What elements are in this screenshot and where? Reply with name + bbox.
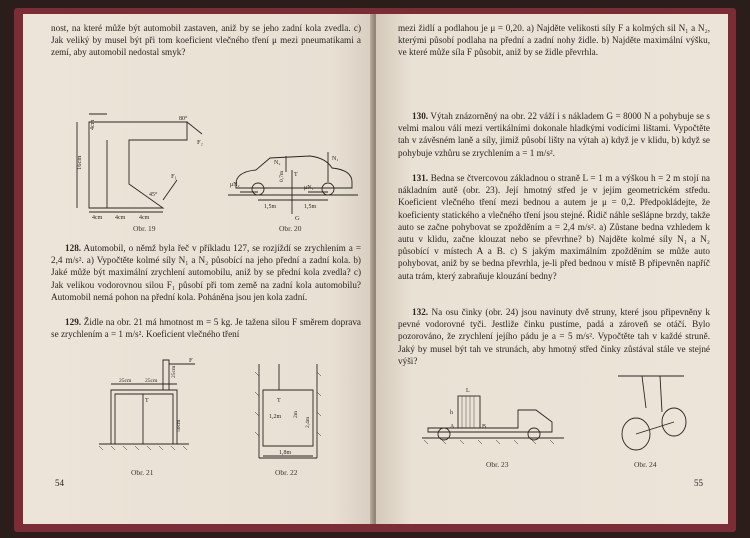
fig20-label-dist1: 1,5m bbox=[264, 204, 277, 210]
fig21-label-w1: 25cm bbox=[119, 378, 132, 384]
figure-20 bbox=[228, 142, 358, 222]
fig19-label-top: 4cm bbox=[90, 119, 96, 130]
right-intro-paragraph: mezi židlí a podlahou je μ = 0,20. a) Najděte velikosti síly F a kolmých sil N₁ a N₂, kterými působí podlaha na přední a zadní nohy židle. b) Najděte maximální výšku, ve které může síla F působit, aniž by se židle převrhla. bbox=[398, 23, 710, 58]
open-book bbox=[14, 8, 736, 532]
fig19-label-base1: 4cm bbox=[92, 215, 103, 221]
figure-19 bbox=[67, 108, 207, 220]
fig22-label-h2: 2m bbox=[293, 410, 299, 418]
problem-128-number: 128. bbox=[65, 243, 82, 253]
fig22-caption: Obr. 22 bbox=[275, 468, 298, 477]
fig20-label-n1: N₁ bbox=[332, 156, 339, 162]
fig21-label-w2: 25cm bbox=[145, 378, 158, 384]
figure-21 bbox=[89, 354, 199, 454]
fig20-label-height: 0,7m bbox=[279, 170, 285, 182]
fig21-caption: Obr. 21 bbox=[131, 468, 154, 477]
fig21-label-h1: 25cm bbox=[171, 365, 177, 378]
fig23-label-l: L bbox=[466, 388, 470, 394]
fig23-label-h: h bbox=[450, 410, 453, 416]
fig20-label-t: T bbox=[294, 172, 298, 178]
fig20-label-dist2: 1,5m bbox=[304, 204, 317, 210]
fig23-label-a: A bbox=[450, 424, 455, 430]
figure-23 bbox=[418, 382, 568, 452]
problem-128 bbox=[51, 242, 361, 303]
figure-24 bbox=[604, 368, 704, 458]
fig22-label-h1: 1,2m bbox=[269, 414, 282, 420]
fig23-caption: Obr. 23 bbox=[486, 460, 509, 469]
left-page bbox=[23, 14, 375, 524]
fig20-label-mun2: μN₂ bbox=[230, 182, 240, 188]
fig19-label-f2: F₂ bbox=[197, 139, 203, 146]
problem-130-number: 130. bbox=[412, 111, 429, 121]
left-intro-paragraph: nost, na které může být automobil zastaven, aniž by se jeho zadní kola zvedla. c) Jak veliký by musel být při tom koeficient vlečného tření μ mezi pneumatikami a zemí, aby automobil nedostal smyk? bbox=[51, 23, 361, 58]
fig20-label-mun1: μN₁ bbox=[304, 185, 314, 191]
left-page-number: 54 bbox=[55, 478, 64, 488]
fig21-label-t: T bbox=[145, 398, 149, 404]
figure-22 bbox=[251, 362, 331, 462]
problem-129 bbox=[51, 316, 361, 340]
fig20-label-n2: N₂ bbox=[274, 160, 281, 166]
problem-132-text: Na osu činky (obr. 24) jsou navinuty dvě struny, které jsou připevněny k pevné vodorovné tyči. Jestliže činku pustíme, padá a zároveň se otáčí. Bylo pozorováno, že zrychlení jejího pádu je a = 5 m/s². Vypočtěte tah v každé struně. Jaký by musel být tah ve strunách, aby hmotný střed činky zůstával stále ve stejné výši? bbox=[398, 307, 711, 366]
fig19-label-base2: 4cm bbox=[115, 215, 126, 221]
fig23-label-b: B bbox=[482, 424, 487, 430]
right-page bbox=[376, 14, 728, 524]
right-page-number: 55 bbox=[694, 478, 703, 488]
fig22-label-t: T bbox=[277, 398, 281, 404]
fig19-label-angle: 45° bbox=[149, 192, 158, 198]
problem-129-number: 129. bbox=[65, 317, 82, 327]
problem-132 bbox=[398, 306, 710, 367]
fig20-caption: Obr. 20 bbox=[279, 224, 302, 233]
fig19-caption: Obr. 19 bbox=[133, 224, 156, 233]
problem-130 bbox=[398, 110, 710, 159]
fig24-caption: Obr. 24 bbox=[634, 460, 657, 469]
fig21-label-h2: 50cm bbox=[176, 419, 182, 432]
fig20-label-g: G bbox=[295, 215, 300, 222]
problem-131-number: 131. bbox=[412, 173, 429, 183]
fig19-label-height: 16cm bbox=[76, 155, 83, 170]
fig22-label-h3: 2,4m bbox=[305, 416, 311, 428]
problem-131 bbox=[398, 172, 710, 282]
problem-131-text: Bedna se čtvercovou základnou o straně L = 1 m a výškou h = 2 m stojí na nákladním autě (obr. 23). Její hmotný střed je v jejím geometrickém středu. Koeficient vlečného tření mezi bednou a autem je μ = 0,2. Předpokládejte, že koeficienty statického a vlečného tření jsou stejné. Řidič náhle sešlápne brzdy, takže auto se začne pohybovat se zpožděním a = 2,4 m/s². a) Zůstane bedna vzhledem k autu v klidu, začne klouzat nebo se převrhne? b) Najděte kolmé síly N₁ a N₂ působící v místech A a B. c) S jakým maximálním zpožděním se může auto pohybovat, aniž by se bedna převrhla, je-li před bednou v místě B připevněn napříč auta trám, který zabraňuje klouzání bedny? bbox=[398, 173, 710, 281]
fig19-label-base3: 4cm bbox=[139, 215, 150, 221]
fig22-label-w: 1,8m bbox=[279, 450, 292, 456]
fig21-label-f: F bbox=[189, 357, 193, 364]
problem-128-text: Automobil, o němž byla řeč v příkladu 127, se rozjíždí se zrychlením a = 2,4 m/s². a) Vypočtěte kolmé síly N₁ a N₂ působící na jeho přední a zadní kola. b) Jaké může být maximální zrychlení automobilu, aniž by se přední kola zvedla? c) Jak velikou vodorovnou silou F₁ působí při tom země na zadní kola automobilu? Automobil nemá pohon na přední kola. Poháněna jsou jen kola zadní. bbox=[51, 243, 362, 302]
problem-132-number: 132. bbox=[412, 307, 429, 317]
fig19-label-f1: F₁ bbox=[171, 173, 177, 180]
fig19-label-angle-top: 80° bbox=[179, 116, 188, 122]
problem-129-text: Židle na obr. 21 má hmotnost m = 5 kg. Je tažena silou F směrem doprava se zrychlením a = 1 m/s². Koeficient vlečného tření bbox=[51, 317, 362, 340]
problem-130-text: Výtah znázorněný na obr. 22 váží i s nákladem G = 8000 N a pohybuje se s velmi malou válí mezi vertikálními dokonale hladkými vodícími lištami. Vypočtěte tah v závěsném laně a síly, jimiž působí lišty na výtah a) když je v klidu, b) když se pohybuje vzhůru se zrychlením a = 1 m/s². bbox=[398, 111, 710, 158]
